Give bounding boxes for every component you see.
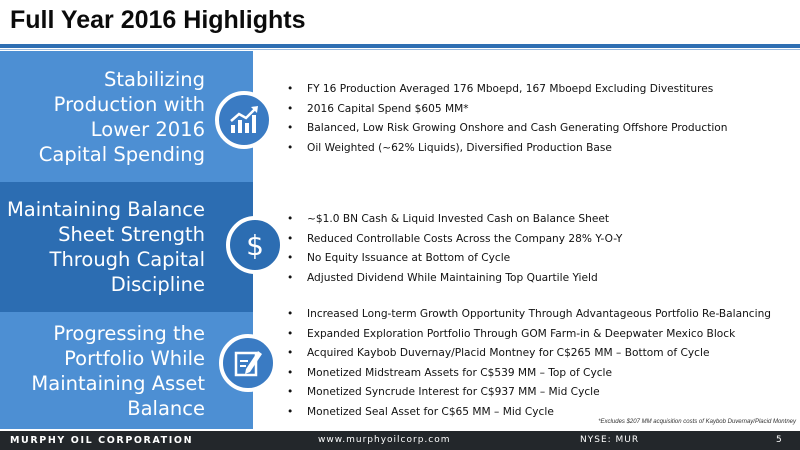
section-band-portfolio	[0, 312, 253, 429]
section-label-line: Capital Spending	[38, 142, 205, 166]
page-number: 5	[776, 435, 782, 445]
slide-title: Full Year 2016 Highlights	[10, 6, 306, 34]
list-item: • Increased Long-term Growth Opportunity Through Advantageous Portfolio Re-Balancing	[287, 305, 771, 325]
section-bullets-portfolio	[287, 305, 771, 423]
section-label-line: Maintaining Asset	[31, 371, 205, 395]
list-item: • 2016 Capital Spend $605 MM*	[287, 100, 728, 120]
section-label-line: Progressing the	[53, 321, 205, 345]
section-bullets-balance-sheet	[287, 210, 622, 288]
footer-bar	[0, 431, 800, 450]
section-label-line: Maintaining Balance	[6, 198, 205, 221]
list-item: • Monetized Midstream Assets for C$539 MM – Top of Cycle	[287, 364, 771, 384]
section-label-line: Lower 2016	[90, 117, 205, 141]
list-item: • Expanded Exploration Portfolio Through GOM Farm-in & Deepwater Mexico Block	[287, 325, 771, 345]
footer-ticker: NYSE: MUR	[580, 435, 640, 445]
svg-text:$: $	[246, 229, 264, 262]
section-label-line: Discipline	[110, 273, 205, 296]
section-label-portfolio	[31, 321, 205, 421]
list-item: • No Equity Issuance at Bottom of Cycle	[287, 249, 622, 269]
growth-chart-icon	[215, 91, 273, 149]
section-label-line: Sheet Strength	[58, 223, 205, 246]
section-label-balance-sheet	[7, 197, 205, 297]
list-item: • Monetized Syncrude Interest for C$937 MM – Mid Cycle	[287, 383, 771, 403]
section-band-balance-sheet	[0, 182, 253, 312]
section-label-line: Stabilizing	[104, 67, 205, 91]
list-item: • FY 16 Production Averaged 176 Mboepd, 167 Mboepd Excluding Divestitures	[287, 80, 728, 100]
dollar-icon	[226, 216, 284, 274]
title-divider	[0, 44, 800, 48]
section-label-line: Production with	[53, 92, 205, 116]
section-label-line: Through Capital	[49, 248, 205, 271]
footnote: *Excludes $207 MM acquisition costs of Kaybob Duvernay/Placid Montney	[598, 419, 796, 425]
list-item: • Acquired Kaybob Duvernay/Placid Montney for C$265 MM – Bottom of Cycle	[287, 344, 771, 364]
edit-document-icon	[219, 334, 277, 392]
list-item: • Balanced, Low Risk Growing Onshore and Cash Generating Offshore Production	[287, 119, 728, 139]
list-item: • Monetized Seal Asset for C$65 MM – Mid Cycle	[287, 403, 771, 423]
footer-company: MURPHY OIL CORPORATION	[10, 435, 194, 446]
list-item: • Reduced Controllable Costs Across the Company 28% Y-O-Y	[287, 230, 622, 250]
section-label-line: Balance	[127, 396, 205, 420]
title-divider-thin	[0, 49, 800, 50]
list-item: • Oil Weighted (~62% Liquids), Diversified Production Base	[287, 139, 728, 159]
section-label-production	[39, 67, 205, 167]
section-bullets-production	[287, 80, 728, 158]
list-item: • ~$1.0 BN Cash & Liquid Invested Cash on Balance Sheet	[287, 210, 622, 230]
footer-url-link[interactable]: www.murphyoilcorp.com	[318, 435, 451, 445]
list-item: • Adjusted Dividend While Maintaining Top Quartile Yield	[287, 269, 622, 289]
section-label-line: Portfolio While	[64, 346, 205, 370]
